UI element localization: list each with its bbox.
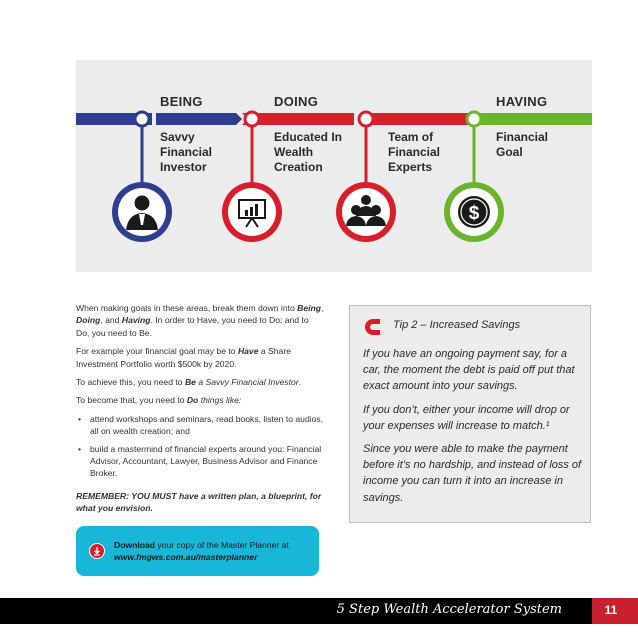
tip-paragraph: If you don’t, either your income will drop or your expenses will increase to match.¹: [363, 403, 570, 432]
list-item: • build a mastermind of financial experts around you: Financial Advisor, Accountant, Lawyer, Business Advisor and Finance Broker.: [76, 443, 324, 480]
stage-goal-marker: [444, 112, 504, 242]
example-paragraph: For example your financial goal may be to Have a Share Investment Portfolio worth $500k by 2020.: [76, 346, 291, 369]
wealth-infographic-panel: [76, 60, 592, 272]
heading-being: BEING: [160, 94, 203, 109]
stage-label-savvy-investor: Savvy Financial Investor: [160, 130, 213, 174]
list-item: • attend workshops and seminars, read books, listen to audios, all on wealth creation; and: [76, 413, 324, 438]
intro-paragraph: When making goals in these areas, break them down into Being, Doing, and Having. In order to Have, you need to Do; and to Do, you need to Be.: [76, 303, 324, 338]
action-list: [76, 413, 324, 480]
dollar-icon: [458, 196, 490, 228]
master-planner-link[interactable]: www.fmgws.com.au/masterplanner: [114, 552, 258, 563]
stage-label-team: Team of Financial Experts: [388, 130, 441, 174]
download-callout[interactable]: [76, 526, 319, 576]
page-footer: [0, 598, 638, 624]
ribbon-segment-red: [254, 113, 354, 125]
download-text: Download your copy of the Master Planner at www.fmgws.com.au/masterplanner: [114, 540, 289, 563]
magnet-icon: [364, 318, 386, 336]
heading-having: HAVING: [496, 94, 548, 109]
ribbon-segment-blue: [156, 113, 242, 125]
tip-box: [349, 305, 591, 523]
tip-body: [363, 346, 585, 513]
heading-doing: DOING: [274, 94, 319, 109]
body-text-column: [76, 302, 324, 521]
stage-team-marker: [336, 112, 396, 242]
stage-label-educated: Educated In Wealth Creation: [274, 130, 343, 174]
tip-title: Tip 2 – Increased Savings: [393, 319, 521, 331]
become-paragraph: To become that, you need to Do things like:: [76, 395, 242, 406]
ribbon-segment-green: [477, 113, 592, 125]
svg-text:$: $: [468, 203, 480, 224]
stage-educated-marker: [222, 112, 282, 242]
ribbon-segment-red-2: [360, 113, 477, 125]
footer-title: 5 Step Wealth Accelerator System: [336, 602, 562, 617]
tip-paragraph: Since you were able to make the payment before it’s no hardship, and instead of loss of income you can turn it into an increase in savings.: [363, 443, 582, 504]
page-number-badge: [592, 598, 638, 624]
remember-note: REMEMBER: YOU MUST have a written plan, a blueprint, for what you envision.: [76, 490, 322, 514]
page-number: 11: [604, 603, 618, 617]
stage-label-financial-goal: Financial Goal: [496, 130, 549, 159]
tip-paragraph: If you have an ongoing payment say, for a car, the moment the debt is paid off put that exact amount into your savings.: [363, 348, 575, 393]
achieve-paragraph: To achieve this, you need to Be a Savvy Financial Investor.: [76, 377, 302, 388]
download-icon: [89, 543, 105, 559]
